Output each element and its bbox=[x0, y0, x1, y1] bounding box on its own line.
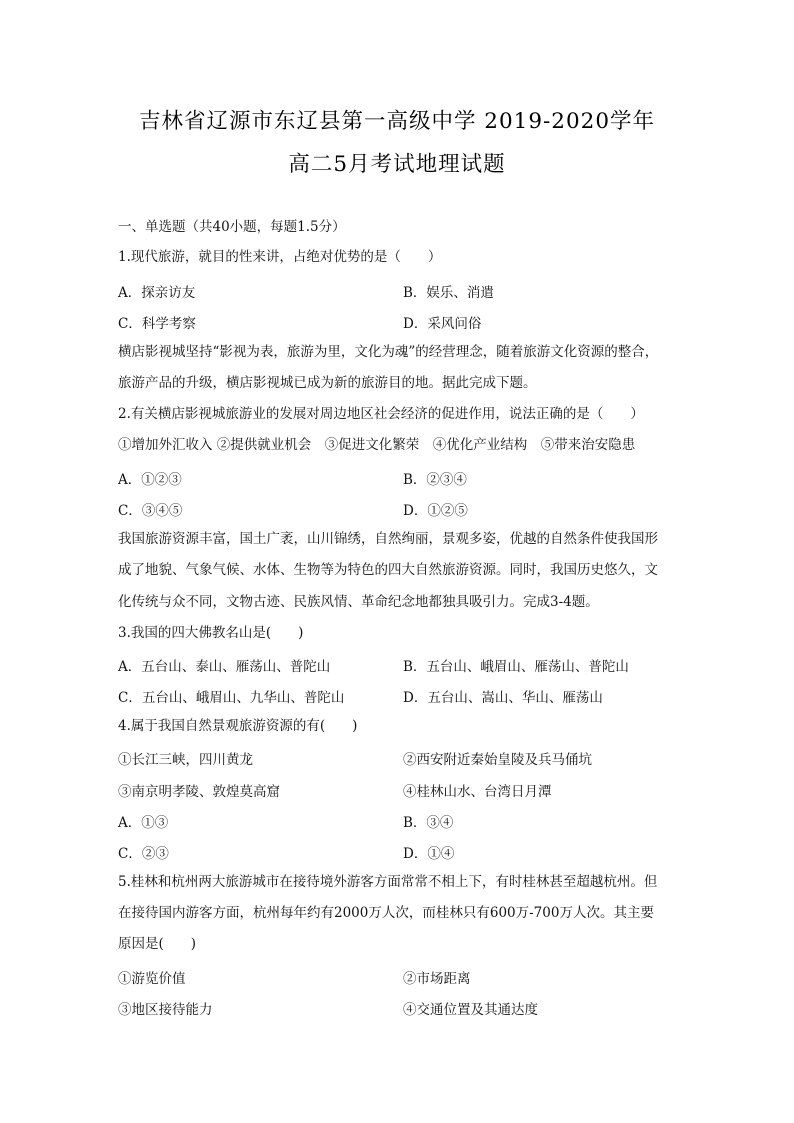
question-1-option-d: D．采风问俗 bbox=[403, 316, 482, 332]
question-4-option-c: C．②③ bbox=[118, 846, 169, 862]
question-5-item-1: ①游览价值 bbox=[118, 971, 186, 987]
question-4-option-a: A．①③ bbox=[118, 815, 169, 831]
question-5-stem-line: 5.桂林和杭州两大旅游城市在接待境外游客方面常常不相上下，有时桂林甚至超越杭州。但 bbox=[118, 874, 658, 890]
question-1-stem: 1.现代旅游，就目的性来讲，占绝对优势的是（ ） bbox=[118, 249, 442, 265]
section-heading: 一、单选题（共40小题，每题1.5分） bbox=[118, 219, 346, 235]
question-4-item-1: ①长江三峡，四川黄龙 bbox=[118, 752, 253, 768]
passage-1-line: 横店影视城坚持“影视为表，旅游为里，文化为魂”的经营理念，随着旅游文化资源的整合， bbox=[118, 344, 659, 360]
question-5-item-3: ③地区接待能力 bbox=[118, 1002, 213, 1018]
passage-1-line: 旅游产品的升级，横店影视城已成为新的旅游目的地。据此完成下题。 bbox=[118, 375, 537, 391]
question-4-item-3: ③南京明孝陵、敦煌莫高窟 bbox=[118, 784, 280, 800]
question-3-option-a: A．五台山、泰山、雁荡山、普陀山 bbox=[118, 659, 331, 675]
question-5-stem-line: 原因是( ) bbox=[118, 936, 197, 952]
question-3-option-d: D．五台山、嵩山、华山、雁荡山 bbox=[403, 690, 603, 706]
question-1-option-b: B．娱乐、消遣 bbox=[403, 285, 494, 301]
question-3-stem: 3.我国的四大佛教名山是( ) bbox=[118, 625, 304, 641]
passage-2-line: 成了地貌、气象气候、水体、生物等为特色的四大自然旅游资源。同时，我国历史悠久，文 bbox=[118, 562, 658, 578]
passage-2-line: 我国旅游资源丰富，国土广袤，山川锦绣，自然绚丽，景观多姿，优越的自然条件使我国形 bbox=[118, 531, 658, 547]
question-5-stem-line: 在接待国内游客方面，杭州每年约有2000万人次，而桂林只有600万-700万人次。其主要 bbox=[118, 905, 654, 921]
question-5-item-2: ②市场距离 bbox=[403, 971, 471, 987]
question-2-option-d: D．①②⑤ bbox=[403, 503, 468, 519]
passage-2-line: 化传统与众不同，文物古迹、民族风情、革命纪念地都独具吸引力。完成3-4题。 bbox=[118, 594, 599, 610]
question-4-option-d: D．①④ bbox=[403, 846, 455, 862]
question-4-stem: 4.属于我国自然景观旅游资源的有( ) bbox=[118, 718, 358, 734]
question-4-item-4: ④桂林山水、台湾日月潭 bbox=[403, 784, 552, 800]
question-3-option-b: B．五台山、峨眉山、雁荡山、普陀山 bbox=[403, 659, 629, 675]
exam-title-line1: 吉林省辽源市东辽县第一高级中学 2019-2020学年 bbox=[138, 109, 656, 134]
question-2-option-c: C．③④⑤ bbox=[118, 503, 183, 519]
question-1-option-a: A．探亲访友 bbox=[118, 285, 196, 301]
question-5-item-4: ④交通位置及其通达度 bbox=[403, 1002, 538, 1018]
question-4-item-2: ②西安附近秦始皇陵及兵马俑坑 bbox=[403, 752, 592, 768]
exam-title-line2: 高二5月考试地理试题 bbox=[288, 152, 506, 177]
question-2-items: ①增加外汇收入 ②提供就业机会 ③促进文化繁荣 ④优化产业结构 ⑤带来治安隐患 bbox=[118, 437, 636, 453]
question-2-option-b: B．②③④ bbox=[403, 472, 467, 488]
question-2-option-a: A．①②③ bbox=[118, 472, 182, 488]
question-1-option-c: C．科学考察 bbox=[118, 316, 196, 332]
question-3-option-c: C．五台山、峨眉山、九华山、普陀山 bbox=[118, 690, 345, 706]
question-2-stem: 2.有关横店影视城旅游业的发展对周边地区社会经济的促进作用，说法正确的是（ ） bbox=[118, 406, 644, 422]
question-4-option-b: B．③④ bbox=[403, 815, 454, 831]
